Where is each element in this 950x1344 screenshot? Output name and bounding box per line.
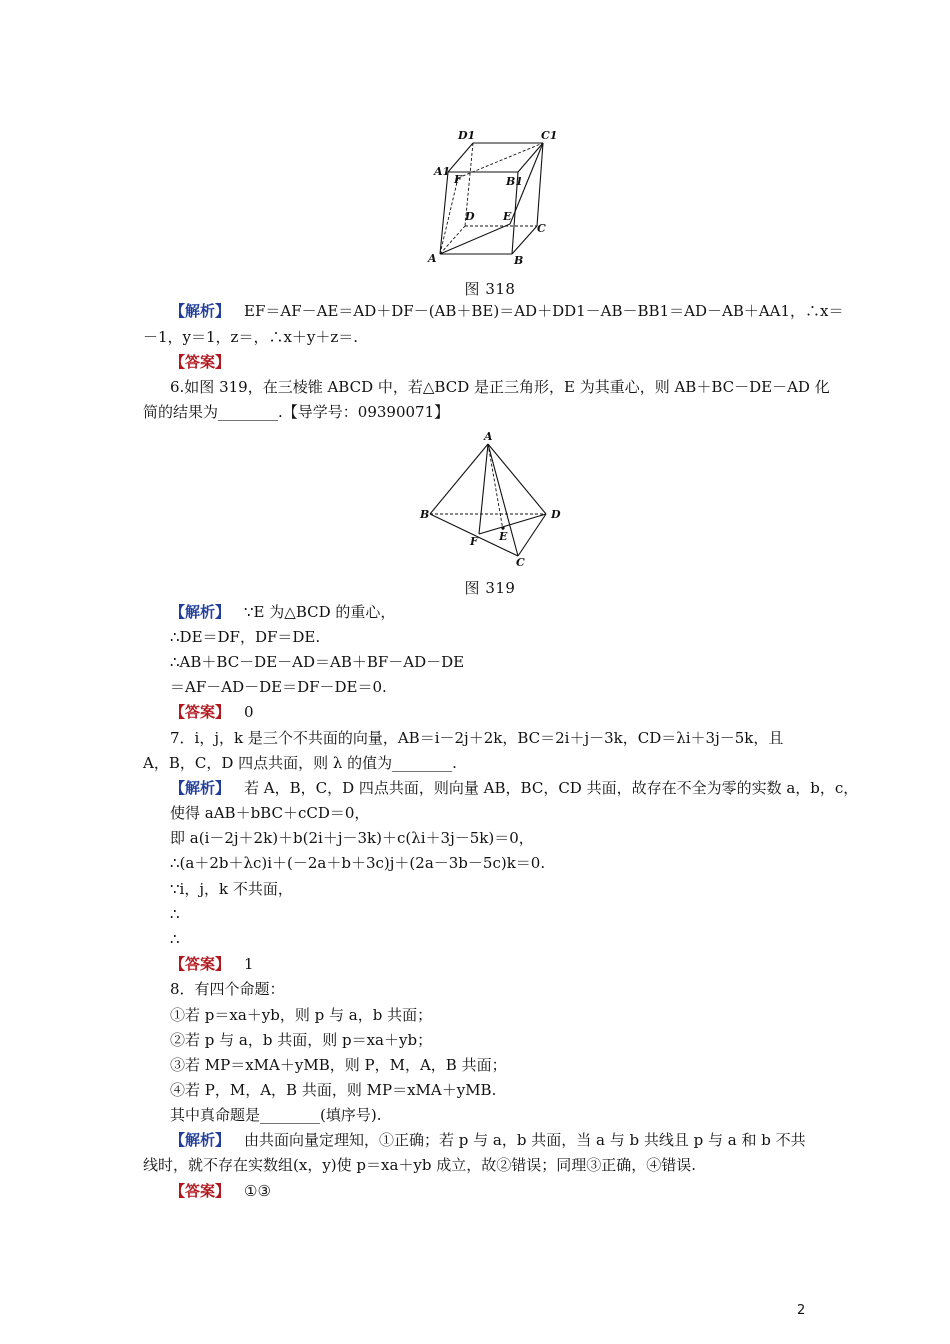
analysis-8-line2: 线时，就不存在实数组(x，y)使 p＝xa＋yb 成立，故②错误；同理③正确，④错误. [143,1156,697,1174]
analysis-7-line4: ∴(a＋2b＋λc)i＋(－2a＋b＋3c)j＋(2a－3b－5c)k＝0. [170,854,546,872]
question-8-line1: 8．有四个命题： [170,980,285,998]
label-e: E [499,530,508,543]
question-8-line3: ②若 p 与 a，b 共面，则 p＝xa＋yb； [170,1031,433,1049]
answer-tag: 【答案】 [170,1182,231,1200]
label-a1: A1 [434,165,451,178]
label-b: B [420,508,430,521]
analysis-8-line1: 【解析】 由共面向量定理知，①正确；若 p 与 a，b 共面，当 a 与 b 共线且 p 与 a 和 b 不共 [170,1131,806,1149]
label-d1: D1 [458,129,476,142]
label-a: A [484,430,493,443]
analysis-tag: 【解析】 [170,779,231,797]
analysis-tag: 【解析】 [170,1131,231,1149]
answer-tag: 【答案】 [170,353,231,371]
analysis-6-line4: ＝AF－AD－DE＝DF－DE＝0. [170,678,387,696]
analysis-7-line1: 【解析】 若 A，B，C，D 四点共面，则向量 AB，BC，CD 共面，故存在不全为零的实数 a，b，c， [170,779,859,797]
label-d: D [551,508,561,521]
page-number: 2 [797,1303,806,1318]
question-8-line5: ④若 P，M，A，B 共面，则 MP＝xMA＋yMB. [170,1081,497,1099]
label-d: D [465,210,475,223]
figure-319 [415,428,570,570]
label-c1: C1 [541,129,558,142]
analysis-tag: 【解析】 [170,302,231,320]
answer-6: 【答案】 0 [170,703,254,721]
analysis-7-line2: 使得 aAB＋bBC＋cCD＝0， [170,804,370,822]
question-8-line6: 其中真命题是________(填序号). [170,1106,382,1124]
answer-8: 【答案】 ①③ [170,1182,271,1200]
question-6-line2: 简的结果为________.【导学号：09390071】 [143,403,450,421]
question-6-line1: 6.如图 319，在三棱锥 ABCD 中，若△BCD 是正三角形，E 为其重心，则 AB＋BC－DE－AD 化 [170,378,830,396]
analysis-7-line5: ∵i，j，k 不共面， [170,880,293,898]
analysis-5-line2: －1，y＝1，z＝，∴x＋y＋z＝. [143,328,359,346]
analysis-7-line6: ∴ [170,905,180,923]
label-c: C [537,222,546,235]
caption-fig319: 图 319 [464,579,516,597]
label-f: F [454,173,462,186]
analysis-6-line1: 【解析】 ∵E 为△BCD 的重心， [170,603,396,621]
question-7-line1: 7．i，j，k 是三个不共面的向量，AB＝i－2j＋2k，BC＝2i＋j－3k，CD＝λi＋3j－5k，且 [170,729,784,747]
question-8-line4: ③若 MP＝xMA＋yMB，则 P，M，A，B 共面； [170,1056,507,1074]
label-a: A [428,252,437,265]
answer-7: 【答案】 1 [170,955,254,973]
analysis-7-line3: 即 a(i－2j＋2k)＋b(2i＋j－3k)＋c(λi＋3j－5k)＝0， [170,829,534,847]
analysis-6-line3: ∴AB＋BC－DE－AD＝AB＋BF－AD－DE [170,653,465,671]
analysis-6-line2: ∴DE＝DF，DF＝DE. [170,628,321,646]
answer-tag: 【答案】 [170,955,231,973]
label-b: B [514,254,524,267]
answer-tag: 【答案】 [170,703,231,721]
answer-5 [170,352,244,372]
analysis-tag: 【解析】 [170,603,231,621]
caption-fig318: 图 318 [464,280,516,298]
analysis-7-line7: ∴ [170,930,180,948]
analysis-5-line1: 【解析】 EF＝AF－AE＝AD＋DF－(AB＋BE)＝AD＋DD1－AB－BB1＝AD－AB＋AA1，∴x＝ [170,302,844,320]
label-e: E [503,210,512,223]
label-c: C [516,556,525,569]
label-f: F [470,535,478,548]
figure-318 [425,124,558,267]
question-8-line2: ①若 p＝xa＋yb，则 p 与 a，b 共面； [170,1006,433,1024]
label-b1: B1 [506,175,523,188]
question-7-line2: A，B，C，D 四点共面，则 λ 的值为________. [143,754,457,772]
